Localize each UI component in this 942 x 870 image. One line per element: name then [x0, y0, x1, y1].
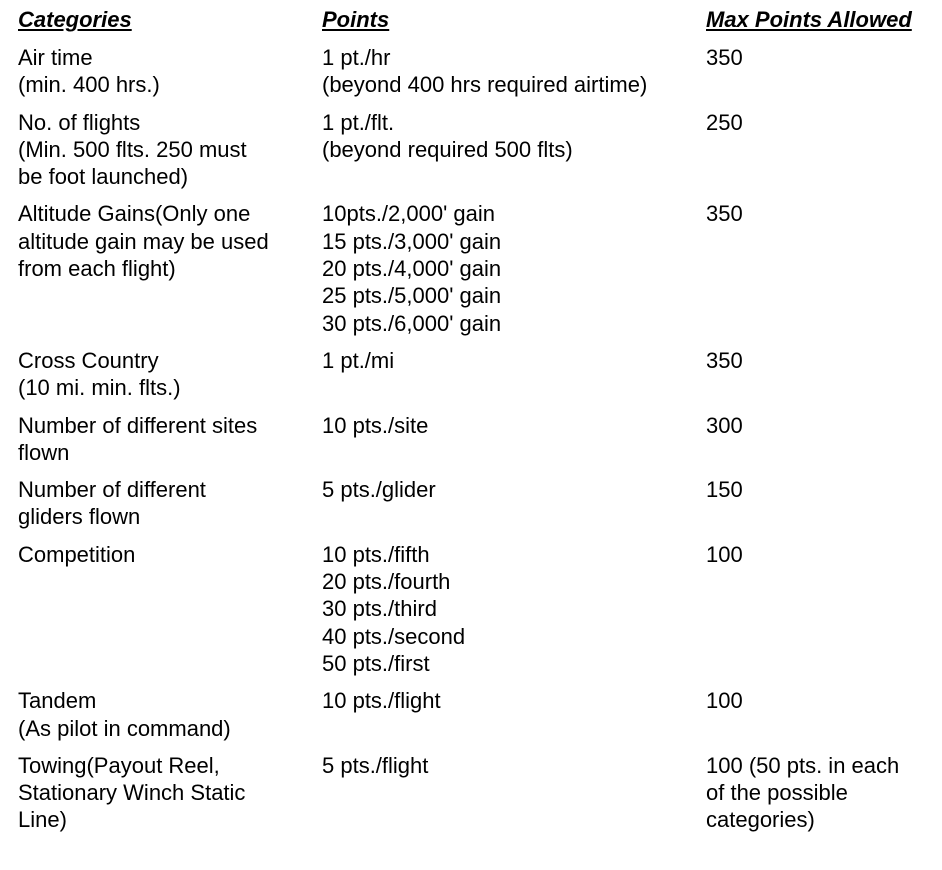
cell-line: from each flight): [18, 256, 176, 282]
cell-line: 5 pts./flight: [322, 752, 429, 778]
cell-line: 10 pts./site: [322, 412, 429, 438]
cell-line: 50 pts./first: [322, 650, 430, 676]
header-max-points: Max Points Allowed: [706, 7, 912, 32]
cell-line: of the possible: [706, 780, 848, 806]
cell-line: 1 pt./mi: [322, 347, 395, 373]
points-cell: [322, 752, 706, 779]
header-categories: Categories: [18, 7, 132, 32]
category-cell: [18, 687, 322, 742]
cell-line: (beyond 400 hrs required airtime): [322, 72, 648, 98]
cell-line: 10 pts./fifth: [322, 541, 430, 567]
points-cell: [322, 412, 706, 439]
points-cell: [322, 200, 706, 336]
cell-line: 30 pts./third: [322, 596, 437, 622]
cell-line: 100 (50 pts. in each: [706, 752, 900, 778]
category-cell: [18, 109, 322, 191]
cell-line: Stationary Winch Static: [18, 780, 246, 806]
cell-line: 350: [706, 201, 743, 227]
table-row: [18, 687, 942, 742]
cell-line: 20 pts./4,000' gain: [322, 256, 502, 282]
cell-line: Line): [18, 807, 67, 833]
points-table: [18, 6, 942, 844]
table-row: [18, 476, 942, 531]
category-cell: [18, 476, 322, 531]
cell-line: 250: [706, 109, 743, 135]
cell-line: 350: [706, 347, 743, 373]
category-cell: [18, 752, 322, 834]
cell-line: (10 mi. min. flts.): [18, 375, 181, 401]
table-row: [18, 541, 942, 677]
table-row: [18, 412, 942, 467]
cell-line: (As pilot in command): [18, 715, 231, 741]
table-row: [18, 752, 942, 834]
cell-line: categories): [706, 807, 815, 833]
table-row: [18, 44, 942, 99]
cell-line: flown: [18, 439, 70, 465]
cell-line: 25 pts./5,000' gain: [322, 283, 502, 309]
cell-line: 15 pts./3,000' gain: [322, 228, 502, 254]
cell-line: 300: [706, 412, 743, 438]
cell-line: gliders flown: [18, 504, 141, 530]
category-cell: [18, 541, 322, 568]
points-cell: [322, 687, 706, 714]
category-cell: [18, 44, 322, 99]
cell-line: 10pts./2,000' gain: [322, 201, 496, 227]
max-points-cell: [706, 687, 942, 714]
cell-line: (Min. 500 flts. 250 must: [18, 136, 247, 162]
points-cell: [322, 44, 706, 99]
cell-line: Cross Country: [18, 347, 159, 373]
cell-line: Air time: [18, 45, 93, 70]
max-points-cell: [706, 412, 942, 439]
cell-line: (beyond required 500 flts): [322, 136, 573, 162]
table-row: [18, 347, 942, 402]
cell-line: Altitude Gains(Only one: [18, 201, 251, 227]
points-cell: [322, 476, 706, 503]
cell-line: 100: [706, 541, 743, 567]
cell-line: 150: [706, 477, 743, 503]
cell-line: Towing(Payout Reel,: [18, 752, 220, 778]
points-cell: [322, 541, 706, 677]
max-points-cell: [706, 476, 942, 503]
category-cell: [18, 347, 322, 402]
table-row: [18, 200, 942, 336]
max-points-cell: [706, 347, 942, 374]
cell-line: No. of flights: [18, 109, 141, 135]
cell-line: (min. 400 hrs.): [18, 72, 160, 98]
cell-line: 40 pts./second: [322, 623, 466, 649]
cell-line: Competition: [18, 541, 136, 567]
cell-line: be foot launched): [18, 164, 189, 190]
cell-line: Number of different: [18, 477, 206, 503]
cell-line: Tandem: [18, 688, 97, 714]
max-points-cell: [706, 541, 942, 568]
category-cell: [18, 200, 322, 282]
cell-line: Number of different sites: [18, 412, 258, 438]
max-points-cell: [706, 200, 942, 227]
max-points-cell: [706, 44, 942, 71]
header-points: Points: [322, 7, 390, 32]
cell-line: 5 pts./glider: [322, 477, 436, 503]
max-points-cell: [706, 752, 942, 834]
cell-line: 30 pts./6,000' gain: [322, 310, 502, 336]
cell-line: altitude gain may be used: [18, 228, 269, 254]
table-row: [18, 109, 942, 191]
points-cell: [322, 109, 706, 164]
cell-line: 20 pts./fourth: [322, 569, 451, 595]
table-body: [18, 44, 942, 834]
cell-line: 1 pt./flt.: [322, 109, 395, 135]
table-header: [18, 6, 942, 44]
cell-line: 1 pt./hr: [322, 45, 391, 70]
cell-line: 350: [706, 45, 743, 70]
points-cell: [322, 347, 706, 374]
cell-line: 100: [706, 688, 743, 714]
category-cell: [18, 412, 322, 467]
cell-line: 10 pts./flight: [322, 688, 441, 714]
max-points-cell: [706, 109, 942, 136]
